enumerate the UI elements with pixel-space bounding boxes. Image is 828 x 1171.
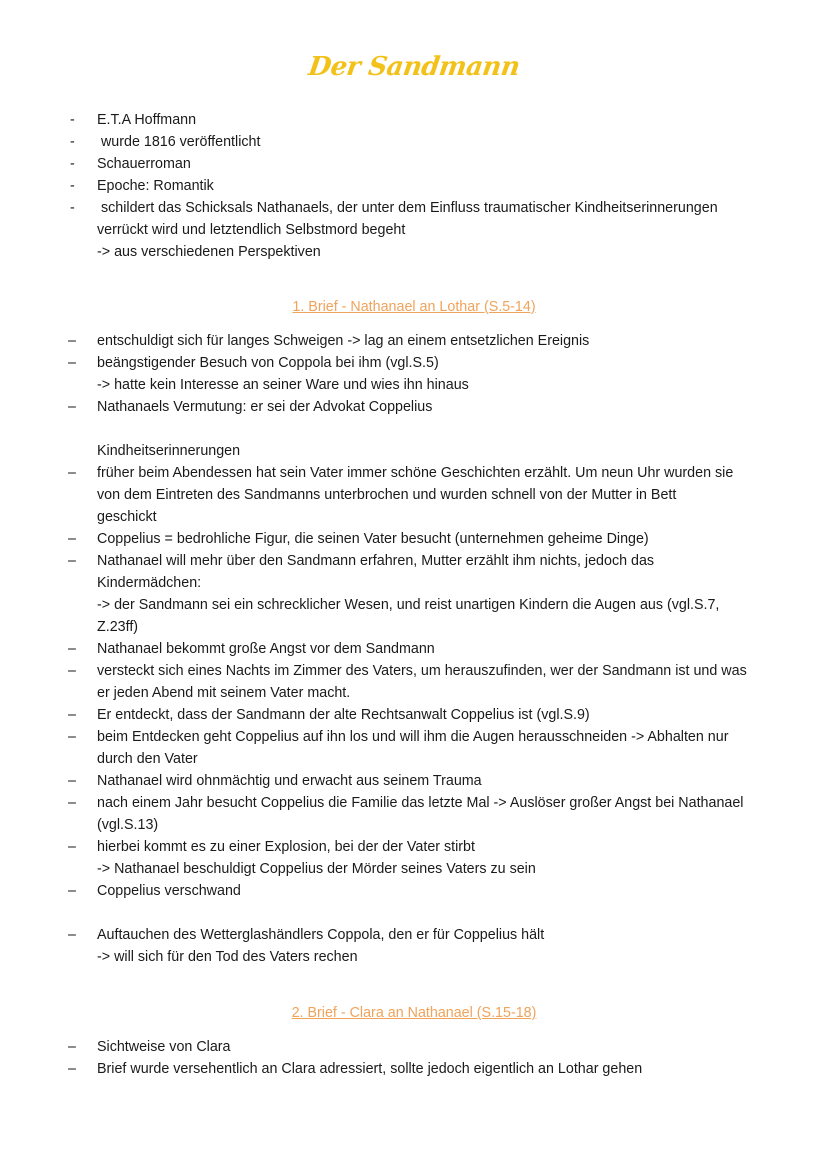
line-text: Er entdeckt, dass der Sandmann der alte Rechtsanwalt Coppelius ist (vgl.S.9) xyxy=(97,707,590,723)
document-title: Der Sandmann xyxy=(306,52,522,82)
line-text: Nathanael wird ohnmächtig und erwacht aus seinem Trauma xyxy=(97,773,482,789)
text-line xyxy=(0,131,828,153)
text-line xyxy=(0,748,828,770)
section-heading: 1. Brief - Nathanael an Lothar (S.5-14) xyxy=(292,299,536,315)
line-text: Coppelius = bedrohliche Figur, die seinen Vater besucht (unternehmen geheime Dinge) xyxy=(97,531,649,547)
bullet-dash-icon: – xyxy=(68,927,76,943)
line-text: er jeden Abend mit seinem Vater macht. xyxy=(97,685,351,701)
line-text: Kindheitserinnerungen xyxy=(97,443,241,459)
bullet-dash-icon: - xyxy=(70,200,75,216)
bullet-item xyxy=(0,880,828,902)
text-line xyxy=(0,550,828,572)
line-text: versteckt sich eines Nachts im Zimmer des Vaters, um herauszufinden, wer der Sandmann ist und was xyxy=(97,663,747,679)
line-text: Sichtweise von Clara xyxy=(97,1039,231,1055)
bullet-item xyxy=(0,638,828,660)
text-line xyxy=(0,726,828,748)
text-line xyxy=(0,660,828,682)
blank-line xyxy=(0,902,828,924)
text-line xyxy=(0,197,828,219)
bullet-item xyxy=(0,550,828,638)
bullet-dash-icon: - xyxy=(70,134,75,150)
section-heading: 2. Brief - Clara an Nathanael (S.15-18) xyxy=(291,1005,537,1021)
line-text: Epoche: Romantik xyxy=(97,178,214,194)
text-line xyxy=(0,770,828,792)
line-text: Nathanael will mehr über den Sandmann erfahren, Mutter erzählt ihm nichts, jedoch das xyxy=(97,553,655,569)
bullet-item xyxy=(0,528,828,550)
line-text: schildert das Schicksals Nathanaels, der unter dem Einfluss traumatischer Kindheitserinnerungen xyxy=(97,200,718,216)
bullet-dash-icon: - xyxy=(70,156,75,172)
bullet-dash-icon: – xyxy=(68,663,76,679)
line-text: Auftauchen des Wetterglashändlers Coppola, den er für Coppelius hält xyxy=(97,927,545,943)
line-text: Kindermädchen: xyxy=(97,575,202,591)
bullet-dash-icon: – xyxy=(68,795,76,811)
text-line xyxy=(0,153,828,175)
line-text: Nathanaels Vermutung: er sei der Advokat Coppelius xyxy=(97,399,433,415)
text-line xyxy=(0,506,828,528)
text-line xyxy=(0,484,828,506)
line-text: beim Entdecken geht Coppelius auf ihn los und will ihm die Augen herausschneiden -> Abhalten nur xyxy=(97,729,729,745)
blank-line xyxy=(0,418,828,440)
bullet-item xyxy=(0,330,828,352)
bullet-item xyxy=(0,352,828,396)
bullet-item xyxy=(0,1036,828,1058)
text-line xyxy=(0,836,828,858)
bullet-dash-icon: – xyxy=(68,531,76,547)
line-text: E.T.A Hoffmann xyxy=(97,112,197,128)
bullet-item xyxy=(0,131,828,153)
bullet-item xyxy=(0,1058,828,1080)
line-text: -> aus verschiedenen Perspektiven xyxy=(97,244,321,260)
line-text: Coppelius verschwand xyxy=(97,883,241,899)
bullet-item xyxy=(0,726,828,770)
bullet-dash-icon: – xyxy=(68,883,76,899)
text-line xyxy=(0,528,828,550)
bullet-dash-icon: – xyxy=(68,399,76,415)
bullet-dash-icon: - xyxy=(70,178,75,194)
text-line xyxy=(0,924,828,946)
text-line xyxy=(0,374,828,396)
bullet-item xyxy=(0,770,828,792)
bullet-item xyxy=(0,396,828,418)
text-line xyxy=(0,396,828,418)
text-line xyxy=(0,440,828,462)
bullet-dash-icon: – xyxy=(68,641,76,657)
line-text: (vgl.S.13) xyxy=(97,817,159,833)
text-line xyxy=(0,858,828,880)
bullet-item xyxy=(0,462,828,528)
bullet-dash-icon: - xyxy=(70,112,75,128)
bullet-dash-icon: – xyxy=(68,1061,76,1077)
bullet-dash-icon: – xyxy=(68,839,76,855)
text-line xyxy=(0,241,828,263)
text-line xyxy=(0,638,828,660)
line-text: hierbei kommt es zu einer Explosion, bei der der Vater stirbt xyxy=(97,839,475,855)
line-text: Schauerroman xyxy=(97,156,191,172)
line-text: nach einem Jahr besucht Coppelius die Familie das letzte Mal -> Auslöser großer Angst bei Nathanael xyxy=(97,795,744,811)
bullet-item xyxy=(0,836,828,880)
subheading xyxy=(0,440,828,462)
text-line xyxy=(0,1036,828,1058)
section-0 xyxy=(0,109,828,263)
bullet-item xyxy=(0,924,828,968)
line-text: beängstigender Besuch von Coppola bei ihm (vgl.S.5) xyxy=(97,355,439,371)
bullet-item xyxy=(0,792,828,836)
text-line xyxy=(0,704,828,726)
bullet-dash-icon: – xyxy=(68,465,76,481)
text-line xyxy=(0,616,828,638)
line-text: wurde 1816 veröffentlicht xyxy=(97,134,261,150)
line-text: von dem Eintreten des Sandmanns unterbrochen und wurden schnell von der Mutter in Bett xyxy=(97,487,677,503)
line-text: -> hatte kein Interesse an seiner Ware und wies ihn hinaus xyxy=(97,377,469,393)
text-line xyxy=(0,352,828,374)
text-line xyxy=(0,330,828,352)
line-text: geschickt xyxy=(97,509,157,525)
bullet-item xyxy=(0,153,828,175)
line-text: -> will sich für den Tod des Vaters rechen xyxy=(97,949,358,965)
text-line xyxy=(0,682,828,704)
line-text: durch den Vater xyxy=(97,751,198,767)
text-line xyxy=(0,814,828,836)
bullet-item xyxy=(0,175,828,197)
line-text: Brief wurde versehentlich an Clara adressiert, sollte jedoch eigentlich an Lothar gehen xyxy=(97,1061,643,1077)
text-line xyxy=(0,462,828,484)
bullet-dash-icon: – xyxy=(68,729,76,745)
bullet-dash-icon: – xyxy=(68,333,76,349)
bullet-item xyxy=(0,704,828,726)
text-line xyxy=(0,792,828,814)
section-2 xyxy=(0,1002,828,1080)
bullet-dash-icon: – xyxy=(68,773,76,789)
document-body xyxy=(0,109,828,1080)
line-text: früher beim Abendessen hat sein Vater immer schöne Geschichten erzählt. Um neun Uhr wurden sie xyxy=(97,465,734,481)
bullet-dash-icon: – xyxy=(68,355,76,371)
text-line xyxy=(0,175,828,197)
bullet-dash-icon: – xyxy=(68,1039,76,1055)
section-1 xyxy=(0,296,828,968)
text-line xyxy=(0,880,828,902)
text-line xyxy=(0,946,828,968)
line-text: -> der Sandmann sei ein schrecklicher Wesen, und reist unartigen Kindern die Augen aus (vgl.S.7, xyxy=(97,597,720,613)
text-line xyxy=(0,1058,828,1080)
line-text: verrückt wird und letztendlich Selbstmord begeht xyxy=(97,222,406,238)
text-line xyxy=(0,572,828,594)
bullet-item xyxy=(0,197,828,263)
bullet-item xyxy=(0,109,828,131)
text-line xyxy=(0,594,828,616)
bullet-dash-icon: – xyxy=(68,707,76,723)
text-line xyxy=(0,219,828,241)
bullet-item xyxy=(0,660,828,704)
line-text: entschuldigt sich für langes Schweigen -> lag an einem entsetzlichen Ereignis xyxy=(97,333,590,349)
line-text: Nathanael bekommt große Angst vor dem Sandmann xyxy=(97,641,435,657)
text-line xyxy=(0,109,828,131)
line-text: -> Nathanael beschuldigt Coppelius der Mörder seines Vaters zu sein xyxy=(97,861,536,877)
bullet-dash-icon: – xyxy=(68,553,76,569)
line-text: Z.23ff) xyxy=(97,619,139,635)
